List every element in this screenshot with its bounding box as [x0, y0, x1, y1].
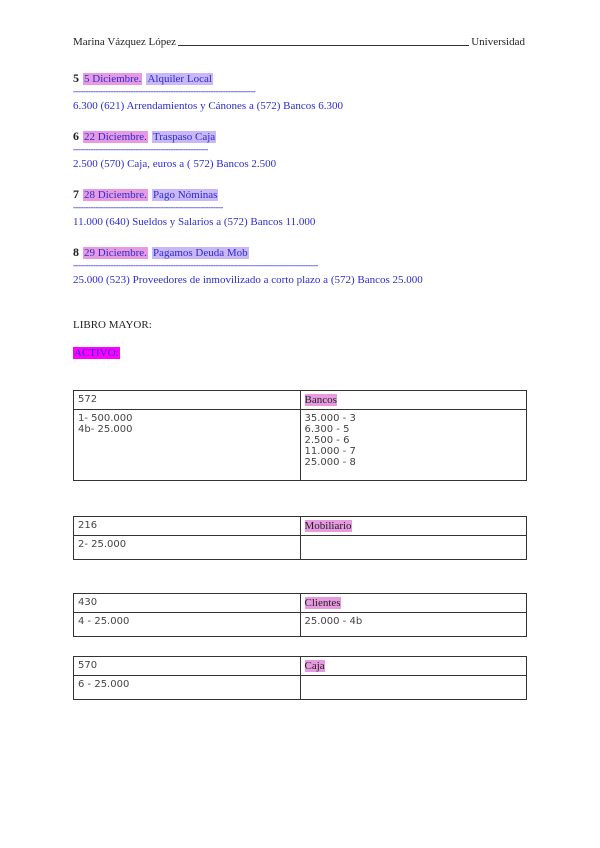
libro-mayor-heading: LIBRO MAYOR:: [73, 319, 152, 331]
account-name-cell: [300, 391, 527, 410]
entry-date: 29 Diciembre.: [84, 246, 147, 259]
entry-date: 28 Diciembre.: [84, 188, 147, 201]
author-name: Marina Vázquez López: [73, 36, 177, 48]
account-code: 572: [74, 391, 301, 410]
account-name: Mobiliario: [304, 520, 352, 532]
journal-entry: [73, 245, 458, 286]
credit-cell: [300, 676, 527, 700]
debit-cell: [74, 676, 301, 700]
header-rule: [178, 44, 469, 46]
debit-cell: [74, 410, 301, 481]
account-name-cell: [300, 657, 527, 676]
account-name: Clientes: [304, 597, 341, 609]
entry-body: 25.000 (523) Proveedores de inmovilizado a corto plazo a (572) Bancos 25.000: [73, 274, 423, 286]
journal-entry: [73, 129, 276, 170]
ledger-table: [73, 656, 527, 700]
credit-cell: [300, 410, 527, 481]
entry-dash-line: ------------------------------------------------------: [73, 145, 208, 154]
entry-body: 11.000 (640) Sueldos y Salarios a (572) Bancos 11.000: [73, 216, 316, 228]
entry-dash-line: ------------------------------------------------------------: [73, 203, 223, 212]
debit-entry: 6 - 25.000: [78, 679, 130, 690]
credit-entry: 35.000 - 3: [304, 413, 356, 424]
account-name-cell: [300, 517, 527, 536]
credit-entry: 25.000 - 8: [304, 457, 356, 468]
entry-concept: Pagamos Deuda Mob: [152, 246, 248, 259]
entry-dash-line: --------------------------------------------------------------------------------------------------: [73, 261, 318, 270]
debit-cell: [74, 613, 301, 637]
credit-entry: 11.000 - 7: [304, 446, 356, 457]
credit-cell: [300, 536, 527, 560]
entry-concept: Pago Nóminas: [152, 188, 218, 201]
debit-entry: 4b- 25.000: [78, 424, 133, 435]
entry-date: 5 Diciembre.: [84, 72, 142, 85]
entry-number: 5: [73, 71, 79, 85]
header-right: Universidad: [471, 36, 525, 48]
entry-body: 6.300 (621) Arrendamientos y Cánones a (572) Bancos 6.300: [73, 100, 344, 112]
ledger-table: [73, 593, 527, 637]
entry-date: 22 Diciembre.: [84, 130, 147, 143]
ledger-table: [73, 390, 527, 481]
credit-entry: 6.300 - 5: [304, 424, 350, 435]
journal-entry: [73, 187, 315, 228]
activo-label: ACTIVO:: [74, 347, 119, 359]
entry-dash-line: -------------------------------------------------------------------------: [73, 87, 256, 96]
account-name: Bancos: [304, 394, 337, 406]
journal-entry: [73, 71, 343, 112]
account-name-cell: [300, 594, 527, 613]
debit-entry: 4 - 25.000: [78, 616, 130, 627]
entry-number: 6: [73, 129, 79, 143]
entry-concept: Alquiler Local: [147, 72, 212, 85]
entry-concept: Traspaso Caja: [152, 130, 216, 143]
page-header: [73, 36, 525, 48]
debit-entry: 2- 25.000: [78, 539, 127, 550]
credit-cell: [300, 613, 527, 637]
ledger-table: [73, 516, 527, 560]
entry-body: 2.500 (570) Caja, euros a ( 572) Bancos 2.500: [73, 158, 277, 170]
account-name: Caja: [304, 660, 325, 672]
account-code: 216: [74, 517, 301, 536]
credit-entry: 2.500 - 6: [304, 435, 350, 446]
account-code: 430: [74, 594, 301, 613]
activo-heading: [73, 347, 120, 359]
debit-cell: [74, 536, 301, 560]
account-code: 570: [74, 657, 301, 676]
entry-number: 8: [73, 245, 79, 259]
debit-entry: 1- 500.000: [78, 413, 133, 424]
credit-entry: 25.000 - 4b: [304, 616, 363, 627]
entry-number: 7: [73, 187, 79, 201]
